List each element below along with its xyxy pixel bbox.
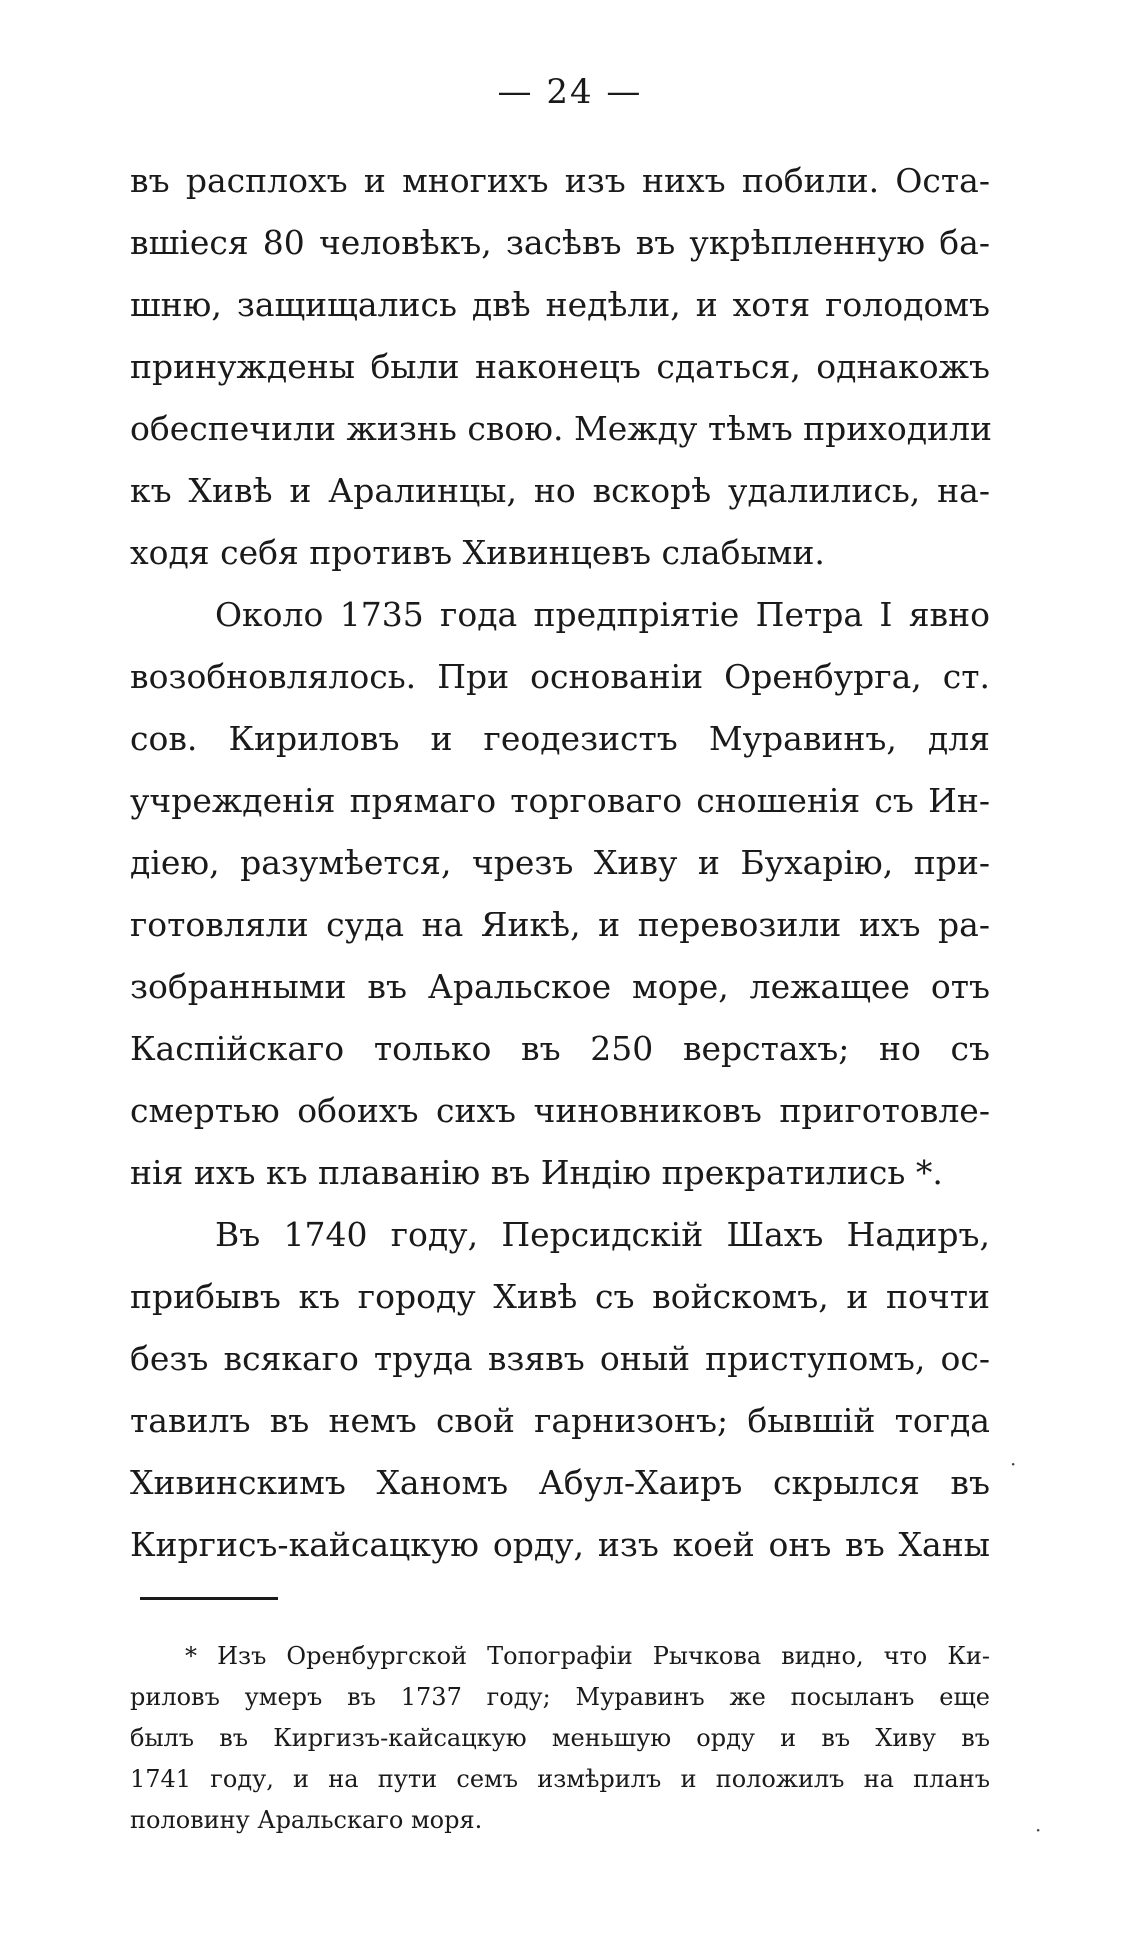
- text-line: прибывъ къ городу Хивѣ съ войскомъ, и почти: [130, 1277, 990, 1316]
- text-line: смертью обоихъ сихъ чиновниковъ приготовле-: [130, 1091, 990, 1130]
- footnote-line: былъ въ Киргизъ-кайсацкую меньшую орду и въ Хиву въ: [130, 1724, 990, 1752]
- text-line: принуждены были наконецъ сдаться, однакожъ: [130, 347, 990, 386]
- main-text: [130, 150, 993, 1576]
- paragraph-start-line: Въ 1740 году, Персидскiй Шахъ Надиръ,: [215, 1215, 990, 1254]
- text-line: Хивинскимъ Ханомъ Абул-Хаиръ скрылся въ: [130, 1463, 990, 1502]
- paragraph-start-line: Около 1735 года предпрiятiе Петра I явно: [215, 595, 990, 634]
- footnote-line: риловъ умеръ въ 1737 году; Муравинъ же посыланъ еще: [130, 1683, 990, 1711]
- text-line: готовляли суда на Яикѣ, и перевозили ихъ ра-: [130, 905, 990, 944]
- text-line: вшiеся 80 человѣкъ, засѣвъ въ укрѣпленную ба-: [130, 223, 990, 262]
- text-line: нiя ихъ къ плаванiю въ Индiю прекратились *.: [130, 1153, 943, 1192]
- footnote-line: * Изъ Оренбургской Топографiи Рычкова видно, что Ки-: [185, 1642, 990, 1670]
- print-speck: ·: [1035, 1818, 1042, 1842]
- page-number: — 24 —: [497, 72, 643, 112]
- text-line: ходя себя противъ Хивинцевъ слабыми.: [130, 533, 825, 572]
- text-line: зобранными въ Аральское море, лежащее отъ: [130, 967, 990, 1006]
- text-line: шню, защищались двѣ недѣли, и хотя голодомъ: [130, 285, 990, 324]
- text-line: учрежденiя прямаго торговаго сношенiя съ Ин-: [130, 781, 990, 820]
- text-line: дiею, разумѣется, чрезъ Хиву и Бухарiю, при-: [130, 843, 990, 882]
- text-line: къ Хивѣ и Аралинцы, но вскорѣ удалились, на-: [130, 471, 990, 510]
- footnote-line: 1741 году, и на пути семъ измѣрилъ и положилъ на планъ: [130, 1765, 990, 1793]
- text-line: возобновлялось. При основанiи Оренбурга, ст.: [130, 657, 990, 696]
- text-line: тавилъ въ немъ свой гарнизонъ; бывшiй тогда: [130, 1401, 990, 1440]
- print-speck: ·: [1010, 1452, 1017, 1476]
- text-line: безъ всякаго труда взявъ оный приступомъ, ос-: [130, 1339, 990, 1378]
- footnote-line: половину Аральскаго моря.: [130, 1806, 483, 1834]
- text-line: Каспiйскаго только въ 250 верстахъ; но съ: [130, 1029, 990, 1068]
- text-line: обеспечили жизнь свою. Между тѣмъ приходили: [130, 409, 993, 448]
- footnote-divider: [140, 1597, 278, 1600]
- text-line: Киргисъ-кайсацкую орду, изъ коей онъ въ Ханы: [130, 1525, 990, 1564]
- footnote: [130, 1636, 990, 1841]
- text-line: сов. Кириловъ и геодезистъ Муравинъ, для: [130, 719, 990, 758]
- text-line: въ расплохъ и многихъ изъ нихъ побили. Оста-: [130, 161, 990, 200]
